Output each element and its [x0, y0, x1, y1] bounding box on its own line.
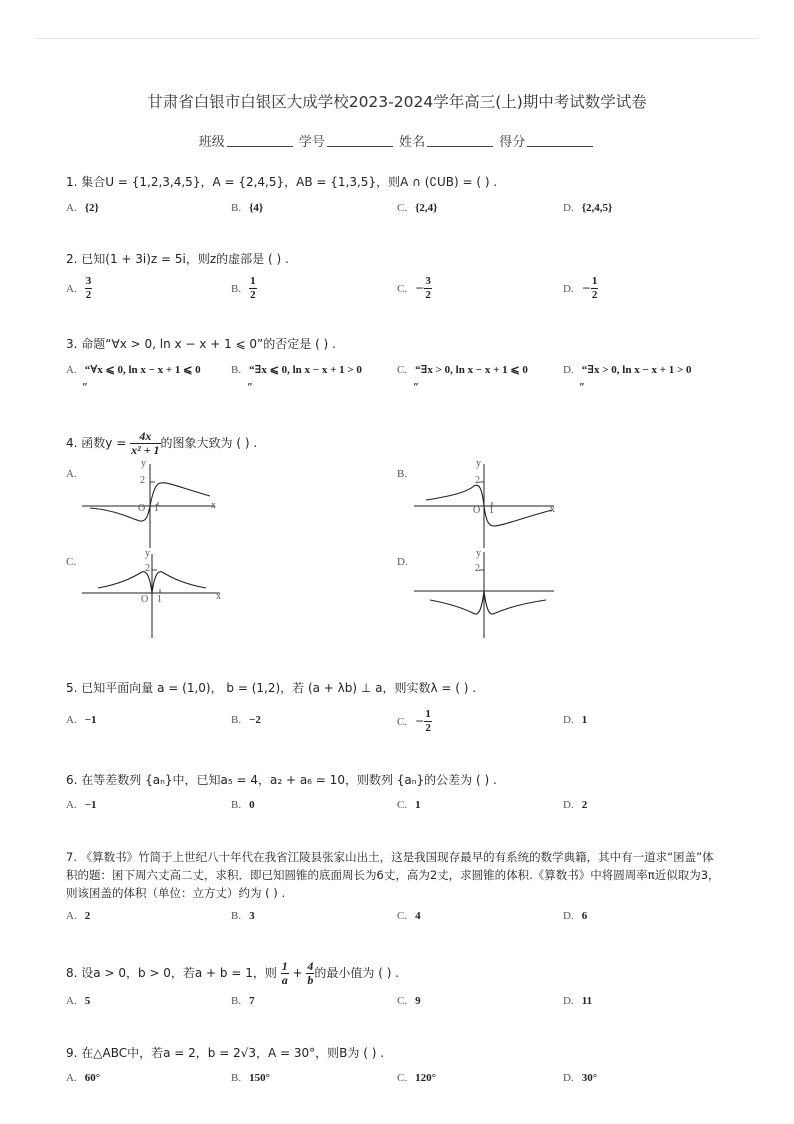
option-a[interactable]: A. “∀x ⩽ 0, ln x − x + 1 ⩽ 0 ”	[66, 364, 201, 394]
y-axis-label: y	[476, 548, 481, 559]
graph-option-a[interactable]	[80, 458, 220, 550]
question-2: 2. 已知(1 + 3i)z = 5i，则z的虚部是 ( ) .	[66, 252, 289, 266]
origin-label: O	[141, 594, 149, 605]
option-a[interactable]: A. 5	[66, 995, 91, 1007]
question-8: 8. 设a > 0，b > 0，若a + b = 1，则 $\frac{1}{a}$ + $\frac{4}{b}$ 的最小值为 ( ) .	[66, 959, 400, 987]
option-c[interactable]: C. 9	[397, 995, 421, 1007]
option-a[interactable]: A. −1	[66, 799, 97, 811]
tick-label-2: 2	[475, 475, 480, 486]
question-3: 3. 命题“∀x > 0, ln x − x + 1 ⩽ 0”的否定是 ( ) .	[66, 337, 336, 351]
option-c[interactable]: C. 1	[397, 799, 421, 811]
question-stem: 已知(1 + 3i)z = 5i，则z的虚部是 ( ) .	[81, 252, 289, 266]
option-b[interactable]: B. 0	[231, 799, 255, 811]
field-name-blank[interactable]	[427, 134, 493, 147]
question-stem: 命题“∀x > 0, ln x − x + 1 ⩽ 0”的否定是 ( ) .	[81, 337, 336, 351]
question-1: 1. 集合U = {1,2,3,4,5}，A = {2,4,5}，AB = {1,3,5}，则A ∩ (∁UB) = ( ) .	[66, 175, 498, 189]
question-stem: 集合U = {1,2,3,4,5}，A = {2,4,5}，AB = {1,3,5}，则A ∩ (∁UB) = ( ) .	[81, 175, 498, 189]
question-9: 9. 在△ABC中，若a = 2，b = 2√3，A = 30°，则B为 ( ) .	[66, 1046, 385, 1060]
option-c[interactable]: C. 120°	[397, 1072, 436, 1084]
x-axis-label: x	[211, 500, 216, 511]
question-7: 7. 《算数书》竹简于上世纪八十年代在我省江陵县张家山出土，这是我国现存最早的有系统的数学典籍，其中有一道求“囷盖”体 积的题：囷下周六丈高二丈，求积．即已知圆锥的底面周长为6丈，高为2丈，求圆锥的体积.《算数书》中将圆周率π近似取为3， 则该囷盖的体积（单位：立方丈）约为 ( ) .	[66, 850, 720, 900]
graph-option-c[interactable]	[80, 548, 225, 640]
student-info-line	[0, 131, 794, 150]
option-d[interactable]: D. 6	[563, 910, 588, 922]
option-d[interactable]: D. 2	[563, 799, 588, 811]
page-title: 甘肃省白银市白银区大成学校2023-2024学年高三(上)期中考试数学试卷	[147, 93, 647, 111]
question-stem: 在△ABC中，若a = 2，b = 2√3，A = 30°，则B为 ( ) .	[81, 1046, 385, 1060]
question-stem: 在等差数列 {aₙ}中，已知a₅ = 4，a₂ + a₆ = 10，则数列 {aₙ}的公差为 ( ) .	[81, 773, 497, 787]
question-4: 4. 函数y = $\frac{4x}{\text{x² + 1}}$ 的图象大致为 ( ) .	[66, 429, 258, 457]
option-d[interactable]: D. 11	[563, 995, 593, 1007]
option-c[interactable]: C. {2,4}	[397, 202, 438, 214]
option-d[interactable]: D. − $\frac{1}{2}$	[563, 275, 598, 301]
tick-label-1: 1	[489, 505, 494, 516]
option-c[interactable]: C. “∃x > 0, ln x − x + 1 ⩽ 0 ”	[397, 364, 528, 394]
tick-label-2: 2	[475, 563, 480, 574]
option-d[interactable]: D. 1	[563, 714, 588, 726]
field-score-label: 得分	[499, 135, 526, 150]
origin-label: O	[138, 503, 146, 514]
option-a[interactable]: A. −1	[66, 714, 97, 726]
option-d[interactable]: D. {2,4,5}	[563, 202, 613, 214]
field-name-label: 姓名	[399, 135, 426, 150]
tick-label-1: 1	[154, 503, 159, 514]
tick-label-2: 2	[145, 563, 150, 574]
field-score-blank[interactable]	[527, 134, 593, 147]
option-b[interactable]: B. 7	[231, 995, 255, 1007]
tick-label-1: 1	[157, 594, 162, 605]
option-a[interactable]: A. {2}	[66, 202, 99, 214]
y-axis-label: y	[476, 458, 481, 469]
option-d[interactable]: D.	[397, 556, 408, 568]
option-b[interactable]: B.	[397, 468, 408, 480]
field-id-label: 学号	[298, 135, 325, 150]
field-class-blank[interactable]	[227, 134, 293, 147]
tick-label-2: 2	[140, 475, 145, 486]
option-d[interactable]: D. “∃x > 0, ln x − x + 1 > 0 ”	[563, 364, 692, 394]
question-stem: 已知平面向量 a = (1,0)， b = (1,2)，若 (a + λb) ⊥ a，则实数λ = ( ) .	[81, 681, 477, 695]
field-id-blank[interactable]	[327, 134, 393, 147]
option-d[interactable]: D. 30°	[563, 1072, 598, 1084]
option-a[interactable]: A. 2	[66, 910, 91, 922]
option-b[interactable]: B. 150°	[231, 1072, 270, 1084]
graph-option-b[interactable]	[412, 458, 562, 550]
y-axis-label: y	[145, 548, 150, 559]
field-class-label: 班级	[198, 135, 225, 150]
x-axis-label: x	[550, 504, 555, 515]
option-b[interactable]: B. 3	[231, 910, 255, 922]
question-5: 5. 已知平面向量 a = (1,0)， b = (1,2)，若 (a + λb) ⊥ a，则实数λ = ( ) .	[66, 681, 477, 695]
option-a[interactable]: A. $\frac{3}{2}$	[66, 275, 92, 301]
y-axis-label: y	[141, 458, 146, 469]
option-b[interactable]: B. $\frac{1}{2}$	[231, 275, 256, 301]
option-c[interactable]: C. − $\frac{1}{2}$	[397, 708, 431, 734]
x-axis-label: x	[216, 591, 221, 602]
option-a[interactable]: A. 60°	[66, 1072, 101, 1084]
option-b[interactable]: B. {4}	[231, 202, 264, 214]
option-b[interactable]: B. −2	[231, 714, 261, 726]
option-b[interactable]: B. “∃x ⩽ 0, ln x − x + 1 > 0 ”	[231, 364, 362, 394]
question-6: 6. 在等差数列 {aₙ}中，已知a₅ = 4，a₂ + a₆ = 10，则数列 {aₙ}的公差为 ( ) .	[66, 773, 497, 787]
option-c[interactable]: C. 4	[397, 910, 421, 922]
top-divider	[36, 38, 758, 39]
origin-label: O	[473, 505, 481, 516]
option-a[interactable]: A.	[66, 468, 77, 480]
option-c[interactable]: C. − $\frac{3}{2}$	[397, 275, 431, 301]
graph-option-d[interactable]	[412, 548, 562, 640]
option-c[interactable]: C.	[66, 556, 77, 568]
